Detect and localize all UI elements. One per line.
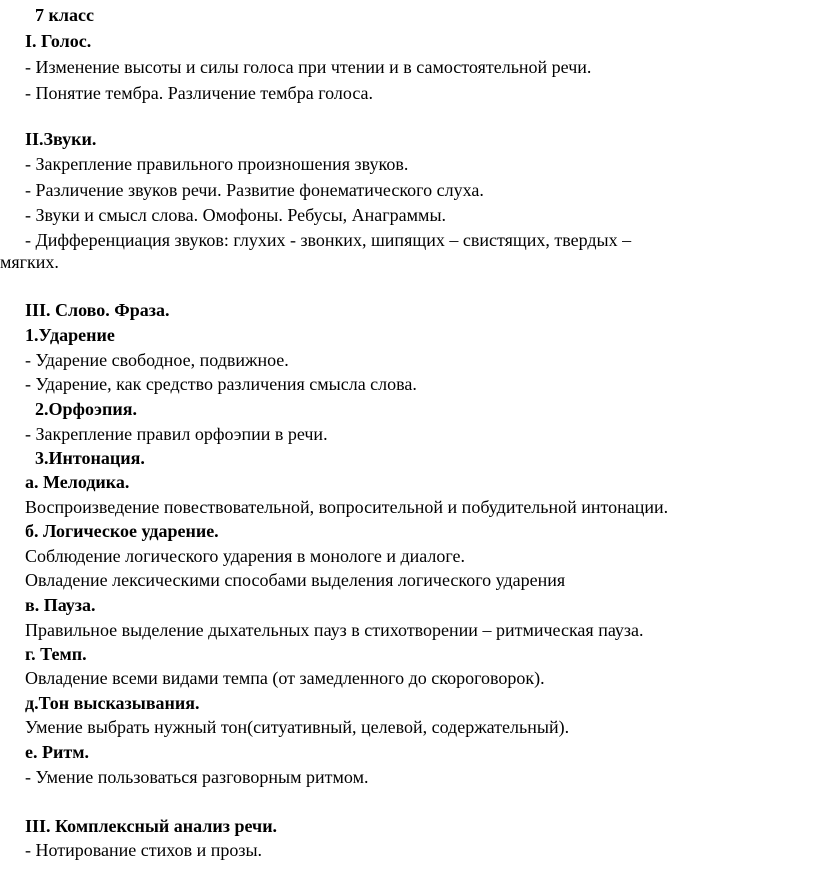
stress-item: - Ударение свободное, подвижное.: [25, 350, 289, 370]
logical-stress-line: Овладение лексическими способами выделения логического ударения: [25, 570, 566, 590]
section1-item: - Понятие тембра. Различение тембра голоса.: [25, 83, 374, 103]
orthoepy-item: - Закрепление правил орфоэпии в речи.: [25, 424, 328, 444]
section2-item: - Закрепление правильного произношения звуков.: [25, 154, 409, 174]
intonation-heading: 3.Интонация.: [35, 448, 145, 468]
grade-title: 7 класс: [35, 5, 94, 25]
section4-item: - Нотирование стихов и прозы.: [25, 840, 263, 860]
tone-heading: д.Тон высказывания.: [25, 693, 200, 713]
rhythm-heading: е. Ритм.: [25, 742, 89, 762]
section1-item: - Изменение высоты и силы голоса при чтении и в самостоятельной речи.: [25, 57, 592, 77]
section3-heading: III. Слово. Фраза.: [25, 300, 170, 320]
stress-item: - Ударение, как средство различения смысла слова.: [25, 374, 417, 394]
logical-stress-line: Соблюдение логического ударения в монологе и диалоге.: [25, 546, 466, 566]
tone-text: Умение выбрать нужный тон(ситуативный, целевой, содержательный).: [25, 717, 570, 737]
melody-heading: а. Мелодика.: [25, 472, 130, 492]
tempo-text: Овладение всеми видами темпа (от замедленного до скороговорок).: [25, 668, 545, 688]
section2-item: - Дифференциация звуков: глухих - звонких, шипящих – свистящих, твердых –: [25, 230, 632, 250]
orthoepy-heading: 2.Орфоэпия.: [35, 399, 137, 419]
melody-text: Воспроизведение повествовательной, вопросительной и побудительной интонации.: [25, 497, 669, 517]
section2-item: - Звуки и смысл слова. Омофоны. Ребусы, Анаграммы.: [25, 205, 447, 225]
tempo-heading: г. Темп.: [25, 644, 87, 664]
rhythm-text: - Умение пользоваться разговорным ритмом.: [25, 767, 369, 787]
section2-heading: II.Звуки.: [25, 129, 97, 149]
section1-heading: I. Голос.: [25, 31, 92, 51]
pause-heading: в. Пауза.: [25, 595, 96, 615]
section2-item-continuation: мягких.: [0, 252, 59, 272]
section2-item: - Различение звуков речи. Развитие фонематического слуха.: [25, 180, 484, 200]
pause-text: Правильное выделение дыхательных пауз в стихотворении – ритмическая пауза.: [25, 620, 644, 640]
section4-heading: III. Комплексный анализ речи.: [25, 816, 278, 836]
logical-stress-heading: б. Логическое ударение.: [25, 521, 219, 541]
stress-heading: 1.Ударение: [25, 325, 115, 345]
